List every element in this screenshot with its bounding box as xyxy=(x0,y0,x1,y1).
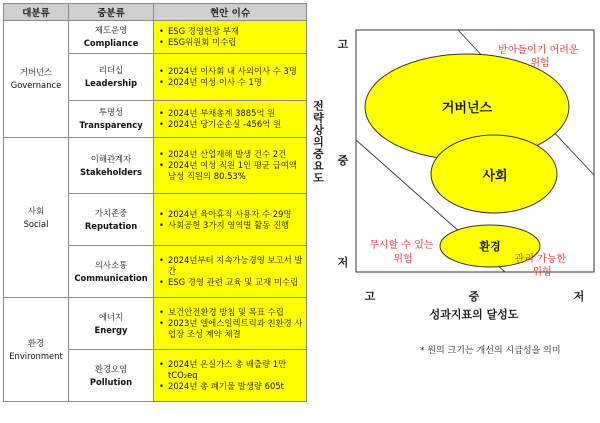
bubble-label-environment: 환경 xyxy=(479,240,501,253)
x-axis-title: 성과지표의 달성도 xyxy=(429,308,519,321)
sub-reputation: 가치존중 Reputation xyxy=(69,194,154,246)
issue-item: • 2024년 온실가스 총 배출량 1만tCO₂eq xyxy=(168,359,303,381)
zone-label-negligible: 무시할 수 있는 위험 xyxy=(369,240,434,265)
x-tick-high: 고 xyxy=(364,290,376,303)
zone-label-unacceptable: 받아들이기 어려운 위험 xyxy=(498,45,579,69)
header-current-issues: 현안 이슈 xyxy=(154,4,307,21)
sub-compliance: 제도운영 Compliance xyxy=(69,21,154,54)
issue-item: • ESG 경영헌장 부재 xyxy=(168,26,303,37)
sub-energy: 에너지 Energy xyxy=(69,298,154,350)
issue-item: • 2024년 산업재해 발생 건수 2건 xyxy=(168,149,303,160)
bubble-size-note: * 원의 크기는 개선의 시급성을 의미 xyxy=(420,346,561,356)
y-tick-mid: 중 xyxy=(337,154,349,167)
risk-matrix xyxy=(312,0,600,423)
sub-stakeholders: 이해관계자 Stakeholders xyxy=(69,138,154,194)
issue-item: • 보건안전환경 방침 및 목표 수립 xyxy=(168,307,303,318)
y-tick-high: 고 xyxy=(337,38,349,51)
issues-communication xyxy=(154,246,307,298)
issue-item: • 2024년 당기순손실 -456억 원 xyxy=(168,119,303,130)
x-tick-low: 저 xyxy=(573,290,585,303)
sub-leadership: 리더십 Leadership xyxy=(69,54,154,101)
zone-label-manageable: 관리 가능한 위험 xyxy=(514,254,567,278)
sub-communication: 의사소통 Communication xyxy=(69,246,154,298)
issues-energy xyxy=(154,298,307,350)
y-axis-title: 전략상의중요도 xyxy=(312,100,325,184)
issues-pollution xyxy=(154,350,307,402)
category-social: 사회 Social xyxy=(4,138,69,298)
issue-item: • 2023년 엘에스일렉트릭과 친환경 사업장 조성 계약 체결 xyxy=(168,318,303,340)
issue-item: • ESG위원회 미수립 xyxy=(168,37,303,48)
bubble-label-social: 사회 xyxy=(482,169,508,184)
sub-transparency: 투명성 Transparency xyxy=(69,101,154,138)
issue-item: • 2024년 여성 이사 수 1명 xyxy=(168,77,303,88)
issues-leadership xyxy=(154,54,307,101)
header-major-category: 대분류 xyxy=(4,4,69,21)
issue-item: • 2024년 여성 직원 1인 평균 급여액 남성 직원의 80.53% xyxy=(168,160,303,182)
issue-item: • 2024년 이사회 내 사외이사 수 3명 xyxy=(168,66,303,77)
x-tick-mid: 중 xyxy=(468,290,480,303)
issue-item: • 2024년 총 폐기물 발생량 605t xyxy=(168,381,303,392)
issues-stakeholders xyxy=(154,138,307,194)
y-tick-low: 저 xyxy=(337,256,349,269)
sub-pollution: 환경오염 Pollution xyxy=(69,350,154,402)
issue-item: • 2024년 부채총계 3885억 원 xyxy=(168,108,303,119)
issues-compliance xyxy=(154,21,307,54)
category-environment: 환경 Environment xyxy=(4,298,69,402)
issue-item: • 사회공헌 3가지 영역별 활동 진행 xyxy=(168,220,303,231)
issues-transparency xyxy=(154,101,307,138)
issue-item: • 2024년부터 지속가능경영 보고서 발간 xyxy=(168,255,303,277)
bubble-label-governance: 거버넌스 xyxy=(441,101,493,116)
category-governance: 거버넌스 Governance xyxy=(4,21,69,138)
issue-item: • 2024년 육아휴직 사용자 수 29명 xyxy=(168,209,303,220)
esg-issue-table xyxy=(3,3,307,402)
header-sub-category: 중분류 xyxy=(69,4,154,21)
issues-reputation xyxy=(154,194,307,246)
issue-item: • ESG 경영 관련 교육 및 교재 미수립 xyxy=(168,277,303,288)
